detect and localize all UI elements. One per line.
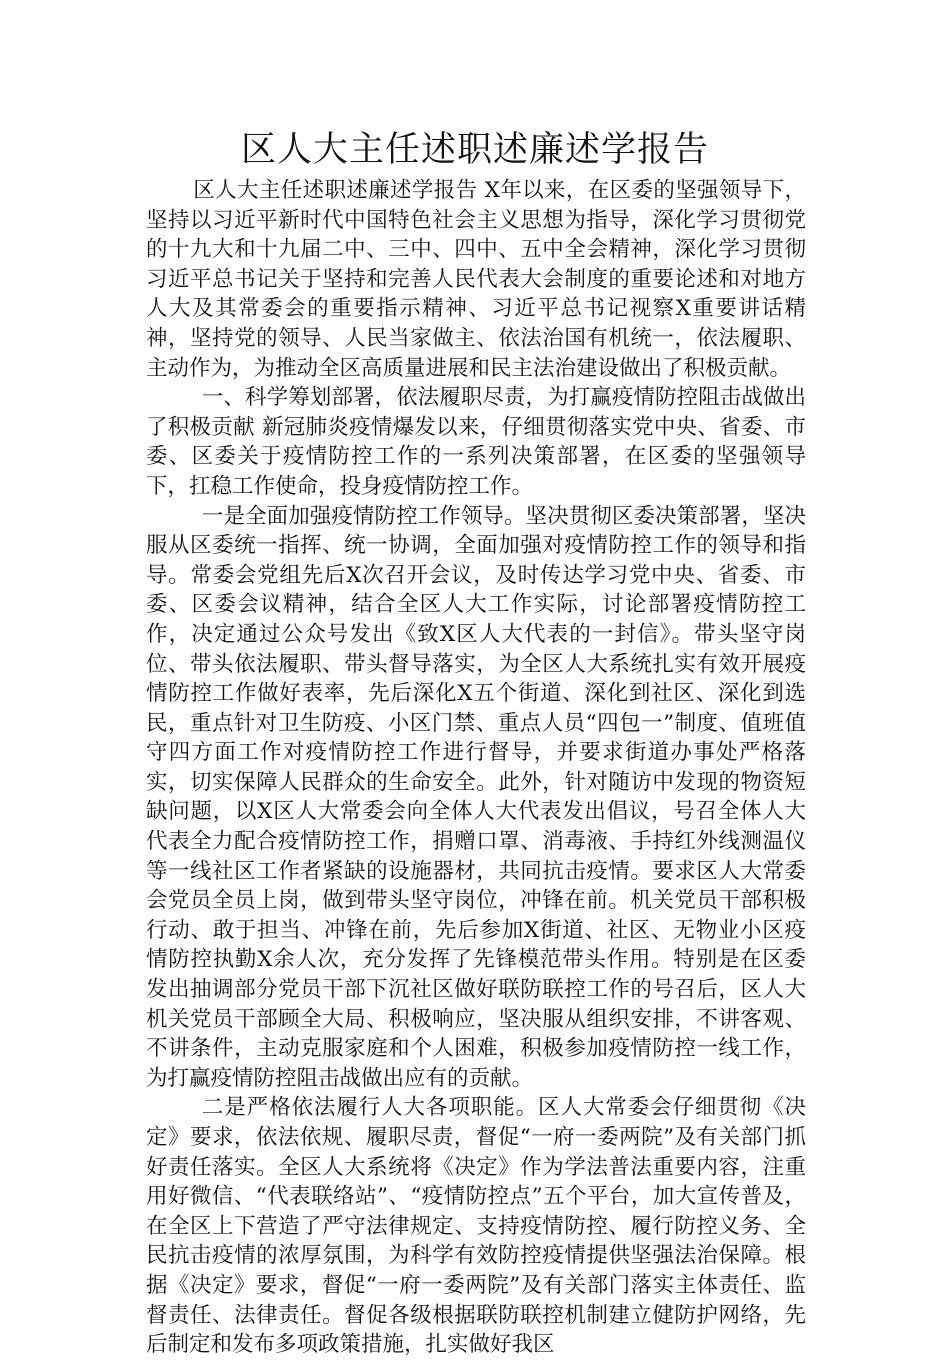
paragraph-point-two: 二是严格依法履行人大各项职能。区人大常委会仔细贯彻《决定》要求，依法依规、履职尽责，督促“一府一委两院”及有关部门抓好责任落实。全区人大系统将《决定》作为学法普法重要内容，注重用好微信、“代表联络站”、“疫情防控点”五个平台，加大宣传普及，在全区上下营造了严守法律规定、支持疫情防控、履行防控义务、全民抗击疫情的浓厚氛围，为科学有效防控疫情提供坚强法治保障。根据《决定》要求，督促“一府一委两院”及有关部门落实主体责任、监督责任、法律责任。督促各级根据联防联控机制建立健防护网络，先后制定和发布多项政策措施，扎实做好我区 (146, 1095, 806, 1358)
paragraph-intro: 区人大主任述职述廉述学报告 X年以来，在区委的坚强领导下，坚持以习近平新时代中国特色社会主义思想为指导，深化学习贯彻党的十九大和十九届二中、三中、四中、五中全会精神，深化学习贯彻习近平总书记关于坚持和完善人民代表大会制度的重要论述和对地方人大及其常委会的重要指示精神、习近平总书记视察X重要讲话精神，坚持党的领导、人民当家做主、依法治国有机统一，依法履职、主动作为，为推动全区高质量进展和民主法治建设做出了积极贡献。 (146, 178, 806, 381)
paragraph-point-one: 一是全面加强疫情防控工作领导。坚决贯彻区委决策部署，坚决服从区委统一指挥、统一协调，全面加强对疫情防控工作的领导和指导。常委会党组先后X次召开会议，及时传达学习党中央、省委、市委、区委会议精神，结合全区人大工作实际，讨论部署疫情防控工作，决定通过公众号发出《致X区人大代表的一封信》。带头坚守岗位、带头依法履职、带头督导落实，为全区人大系统扎实有效开展疫情防控工作做好表率，先后深化X五个街道、深化到社区、深化到选民，重点针对卫生防疫、小区门禁、重点人员“四包一”制度、值班值守四方面工作对疫情防控工作进行督导，并要求街道办事处严格落实，切实保障人民群众的生命安全。此外，针对随访中发现的物资短缺问题，以X区人大常委会向全体人大代表发出倡议，号召全体人大代表全力配合疫情防控工作，捐赠口罩、消毒液、手持红外线测温仪等一线社区工作者紧缺的设施器材，共同抗击疫情。要求区人大常委会党员全员上岗，做到带头坚守岗位，冲锋在前。机关党员干部积极行动、敢于担当、冲锋在前，先后参加X街道、社区、无物业小区疫情防控执勤X余人次，充分发挥了先锋模范带头作用。特别是在区委发出抽调部分党员干部下沉社区做好联防联控工作的号召后，区人大机关党员干部顾全大局、积极响应，坚决服从组织安排，不讲客观、不讲条件，主动克服家庭和个人困难，积极参加疫情防控一线工作，为打赢疫情防控阻击战做出应有的贡献。 (146, 503, 806, 1091)
paragraph-section-one: 一、科学筹划部署，依法履职尽责，为打赢疫情防控阻击战做出了积极贡献 新冠肺炎疫情爆发以来，仔细贯彻落实党中央、省委、市委、区委关于疫情防控工作的一系列决策部署，在区委的坚强领导下，扛稳工作使命，投身疫情防控工作。 (146, 385, 806, 499)
document-title: 区人大主任述职述廉述学报告 (240, 130, 709, 170)
document-body (146, 176, 806, 1360)
